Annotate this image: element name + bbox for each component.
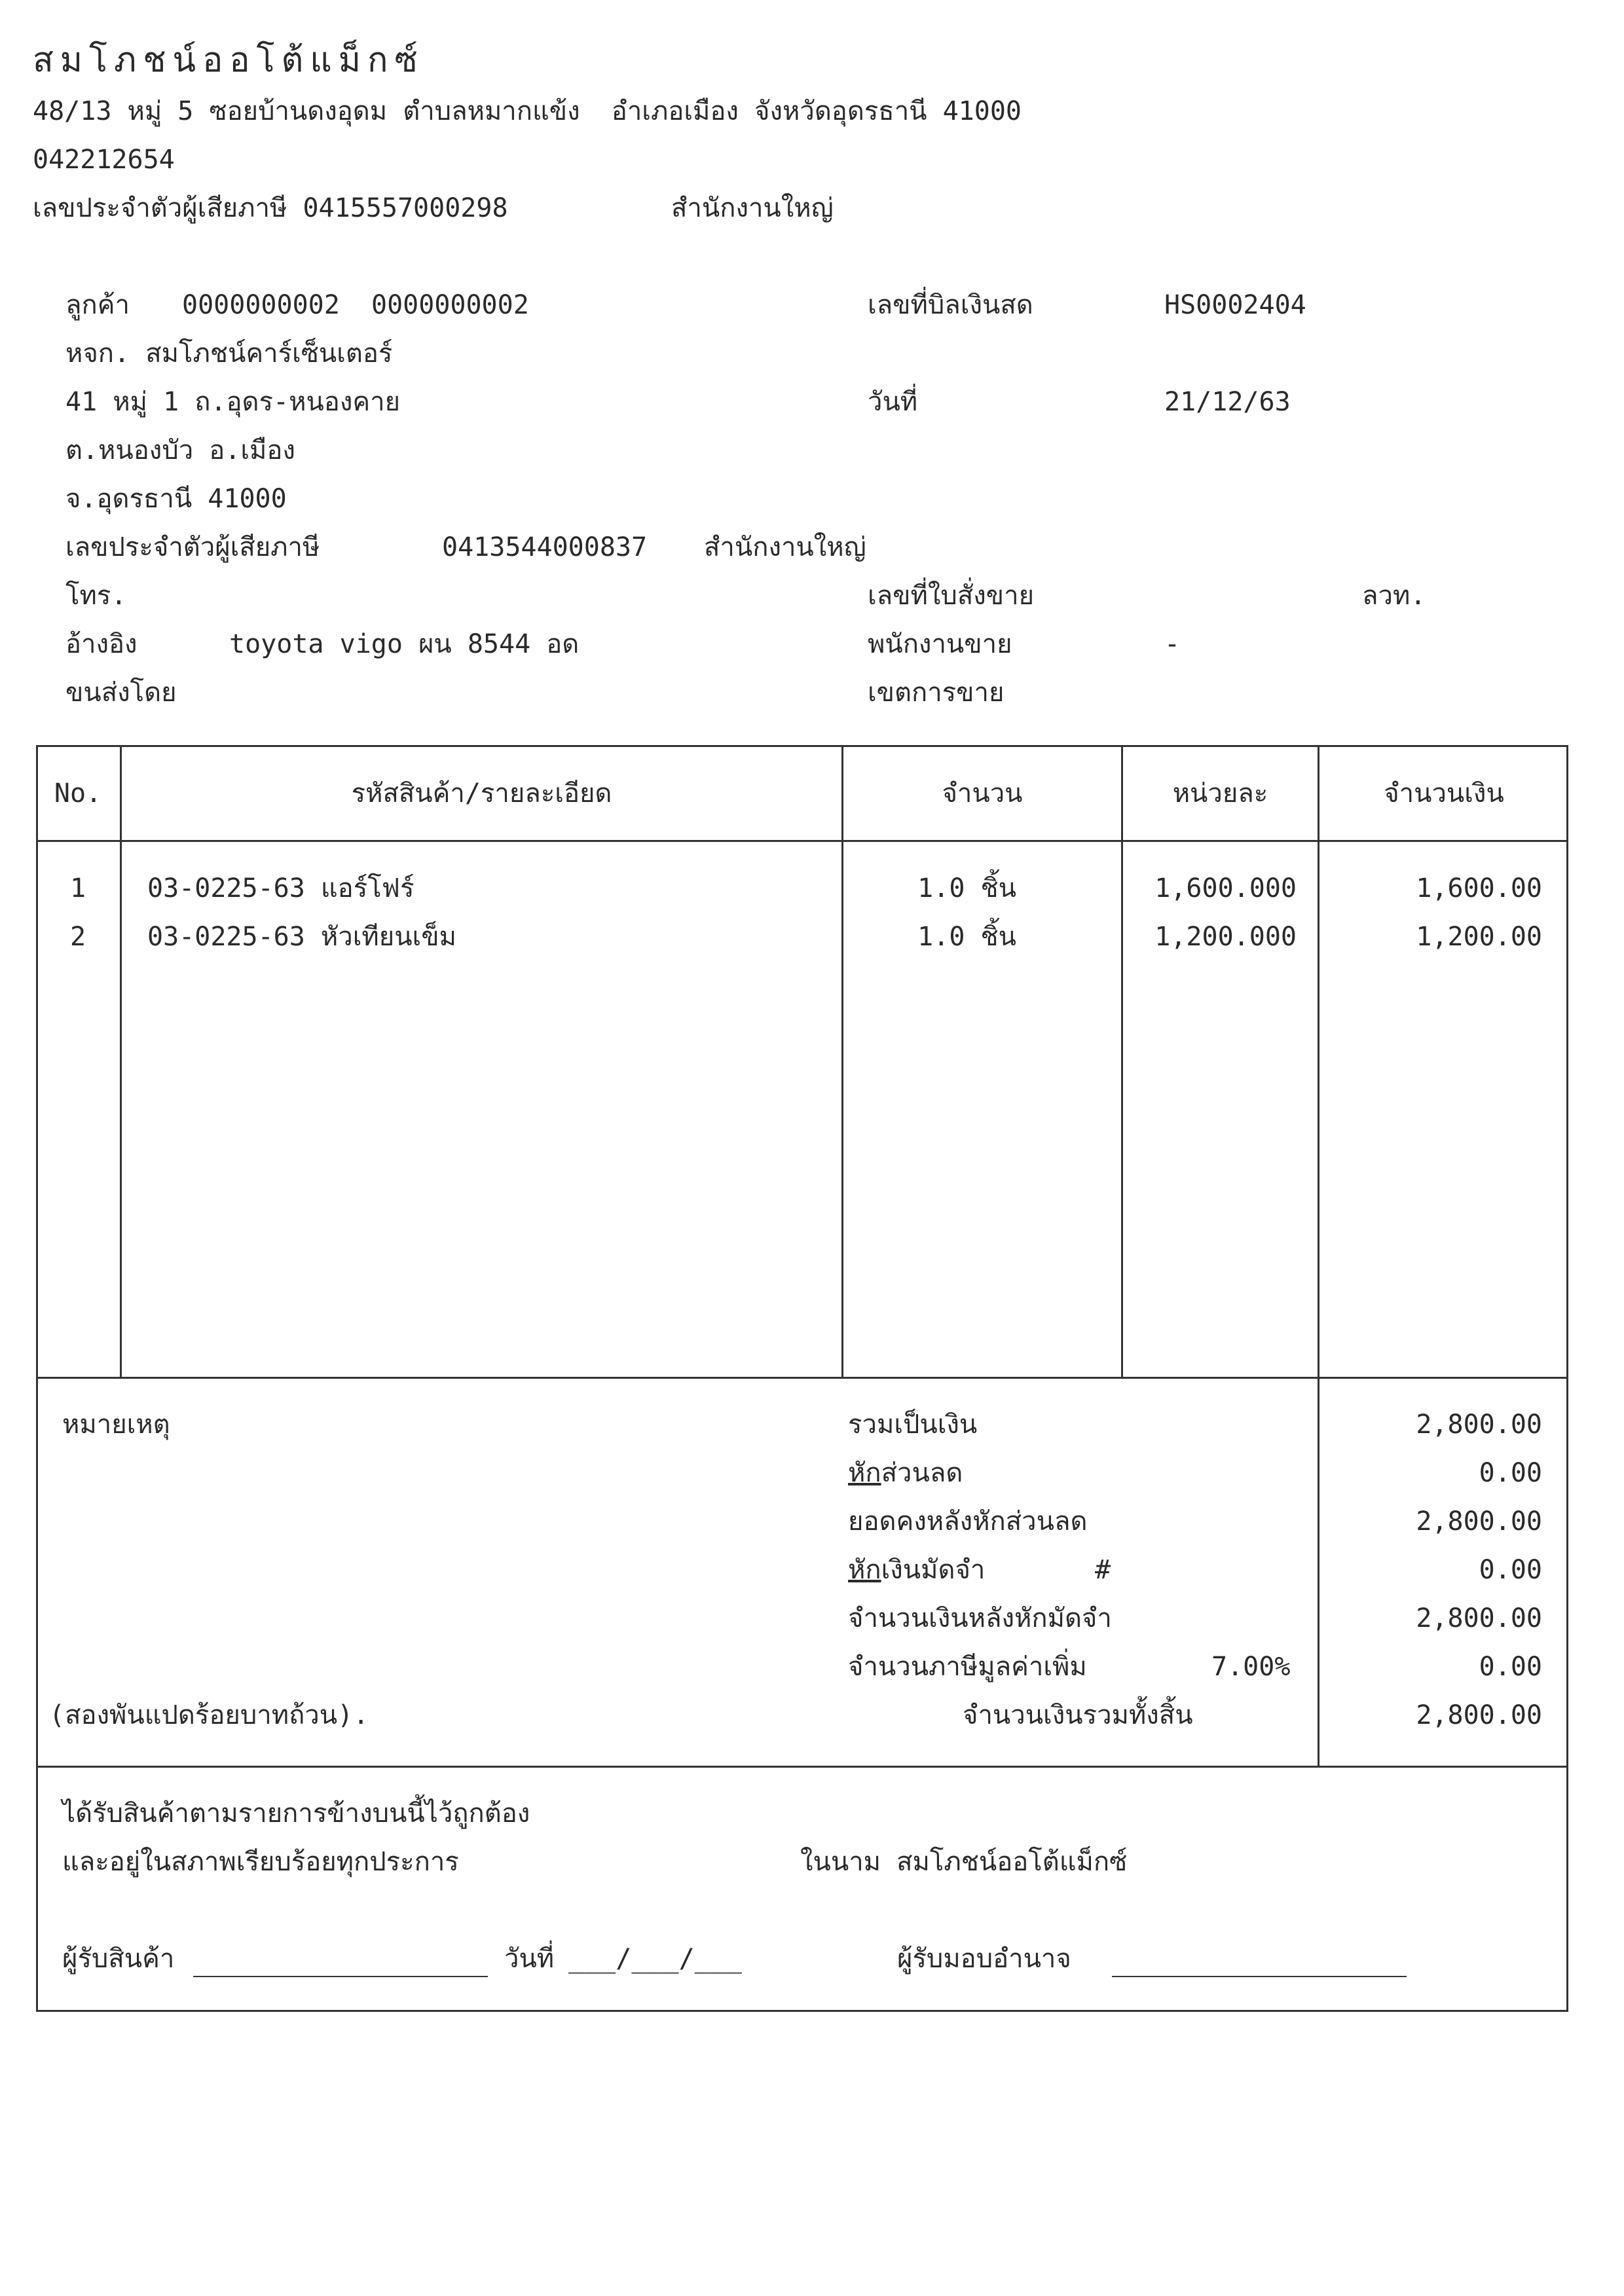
row-2-description: 03-0225-63 หัวเทียนเข็ม: [147, 922, 456, 952]
col-header-description: รหัสสินค้า/รายละเอียด: [351, 778, 612, 809]
deposit-label: [848, 1554, 985, 1586]
col-header-quantity: จำนวน: [942, 778, 1023, 809]
remark-label: หมายเหตุ: [62, 1410, 170, 1440]
on-behalf-of: ในนาม สมโภชน์ออโต้แม็กซ์: [800, 1847, 1128, 1877]
col-header-no: No.: [54, 778, 102, 809]
receiver-signature-line: [193, 1976, 488, 1977]
customer-tax-label: เลขประจำตัวผู้เสียภาษี: [65, 532, 320, 562]
vat-label: จำนวนภาษีมูลค่าเพิ่ม: [848, 1652, 1087, 1682]
row-1-amount: 1,600.00: [1416, 873, 1542, 903]
seller-tax-id: เลขประจำตัวผู้เสียภาษี 0415557000298: [33, 193, 508, 223]
customer-name: หจก. สมโภชน์คาร์เซ็นเตอร์: [65, 338, 393, 369]
seller-name: สมโภชน์ออโต้แม็กซ์: [33, 41, 424, 80]
discount-label: [848, 1457, 963, 1489]
deposit-value: 0.00: [1479, 1555, 1542, 1585]
deposit-hash: #: [1095, 1555, 1111, 1585]
summary-bottom-divider: [36, 1766, 1568, 1768]
after-deposit-value: 2,800.00: [1416, 1603, 1542, 1633]
discount-label-rest: ส่วนลด: [881, 1458, 963, 1488]
customer-address-2: ต.หนองบัว อ.เมือง: [65, 435, 295, 465]
receive-date-slots: ___/___/___: [568, 1944, 742, 1974]
reference-value: toyota vigo ผน 8544 อด: [229, 629, 580, 659]
customer-branch: สำนักงานใหญ่: [704, 532, 866, 562]
seller-address: 48/13 หมู่ 5 ซอยบ้านดงอุดม ตำบลหมากแข้ง อำเภอเมือง จังหวัดอุดรธานี 41000: [33, 96, 1022, 126]
deposit-label-deduct: หัก: [848, 1555, 881, 1585]
authorized-label: ผู้รับมอบอำนาจ: [897, 1944, 1071, 1974]
col-divider-unit: [1318, 745, 1320, 1766]
bill-number: HS0002404: [1164, 290, 1306, 320]
salesperson-value: -: [1164, 629, 1181, 659]
reference-label: อ้างอิง: [65, 629, 138, 659]
col-divider-no: [120, 745, 122, 1377]
discount-label-deduct: หัก: [848, 1458, 881, 1488]
after-discount-label: ยอดคงหลังหักส่วนลด: [848, 1506, 1088, 1537]
items-bottom-divider: [36, 1377, 1568, 1379]
customer-tel-label: โทร.: [65, 581, 127, 611]
receiver-label: ผู้รับสินค้า: [62, 1944, 175, 1974]
subtotal-value: 2,800.00: [1416, 1410, 1542, 1440]
vat-rate: 7.00%: [1211, 1652, 1291, 1682]
row-2-amount: 1,200.00: [1416, 922, 1542, 952]
customer-codes: 0000000002 0000000002: [182, 290, 529, 320]
header-divider: [36, 840, 1568, 842]
subtotal-label: รวมเป็นเงิน: [848, 1410, 978, 1440]
date-label: วันที่: [868, 387, 918, 417]
shipping-label: ขนส่งโดย: [65, 678, 177, 708]
grand-total-value: 2,800.00: [1416, 1700, 1542, 1730]
discount-value: 0.00: [1479, 1458, 1542, 1488]
col-divider-desc: [841, 745, 843, 1377]
col-header-unit-price: หน่วยละ: [1172, 778, 1268, 809]
row-2-no: 2: [69, 922, 86, 952]
deposit-label-rest: เงินมัดจำ: [881, 1555, 986, 1585]
customer-label: ลูกค้า: [65, 290, 130, 320]
grand-total-label: จำนวนเงินรวมทั้งสิ้น: [963, 1700, 1193, 1730]
customer-tax-id: 0413544000837: [442, 532, 648, 562]
receipt-confirmation-line-1: ได้รับสินค้าตามรายการข้างบนนี้ไว้ถูกต้อง: [62, 1798, 530, 1829]
seller-phone: 042212654: [33, 145, 175, 175]
amount-in-words: (สองพันแปดร้อยบาทถ้วน).: [49, 1700, 369, 1730]
authorized-signature-line: [1112, 1976, 1407, 1977]
after-discount-value: 2,800.00: [1416, 1506, 1542, 1537]
seller-branch: สำนักงานใหญ่: [671, 193, 834, 223]
row-1-no: 1: [69, 873, 86, 903]
sales-order-value: ลวท.: [1362, 581, 1426, 611]
row-1-quantity: 1.0 ชิ้น: [917, 873, 1016, 903]
customer-address-1: 41 หมู่ 1 ถ.อุดร-หนองคาย: [65, 387, 401, 417]
date-value: 21/12/63: [1164, 387, 1291, 417]
sales-area-label: เขตการขาย: [868, 678, 1005, 708]
customer-address-3: จ.อุดรธานี 41000: [65, 484, 287, 514]
row-1-description: 03-0225-63 แอร์โฟร์: [147, 873, 415, 903]
bill-number-label: เลขที่บิลเงินสด: [868, 290, 1033, 320]
row-2-quantity: 1.0 ชิ้น: [917, 922, 1016, 952]
col-header-amount: จำนวนเงิน: [1384, 778, 1504, 809]
receipt-confirmation-line-2: และอยู่ในสภาพเรียบร้อยทุกประการ: [62, 1847, 459, 1877]
col-divider-qty: [1121, 745, 1123, 1377]
row-1-unit-price: 1,600.000: [1154, 873, 1297, 903]
after-deposit-label: จำนวนเงินหลังหักมัดจำ: [848, 1603, 1112, 1633]
receive-date-label: วันที่: [504, 1944, 555, 1974]
salesperson-label: พนักงานขาย: [868, 629, 1012, 659]
vat-value: 0.00: [1479, 1652, 1542, 1682]
row-2-unit-price: 1,200.000: [1154, 922, 1297, 952]
sales-order-label: เลขที่ใบสั่งขาย: [868, 581, 1035, 611]
